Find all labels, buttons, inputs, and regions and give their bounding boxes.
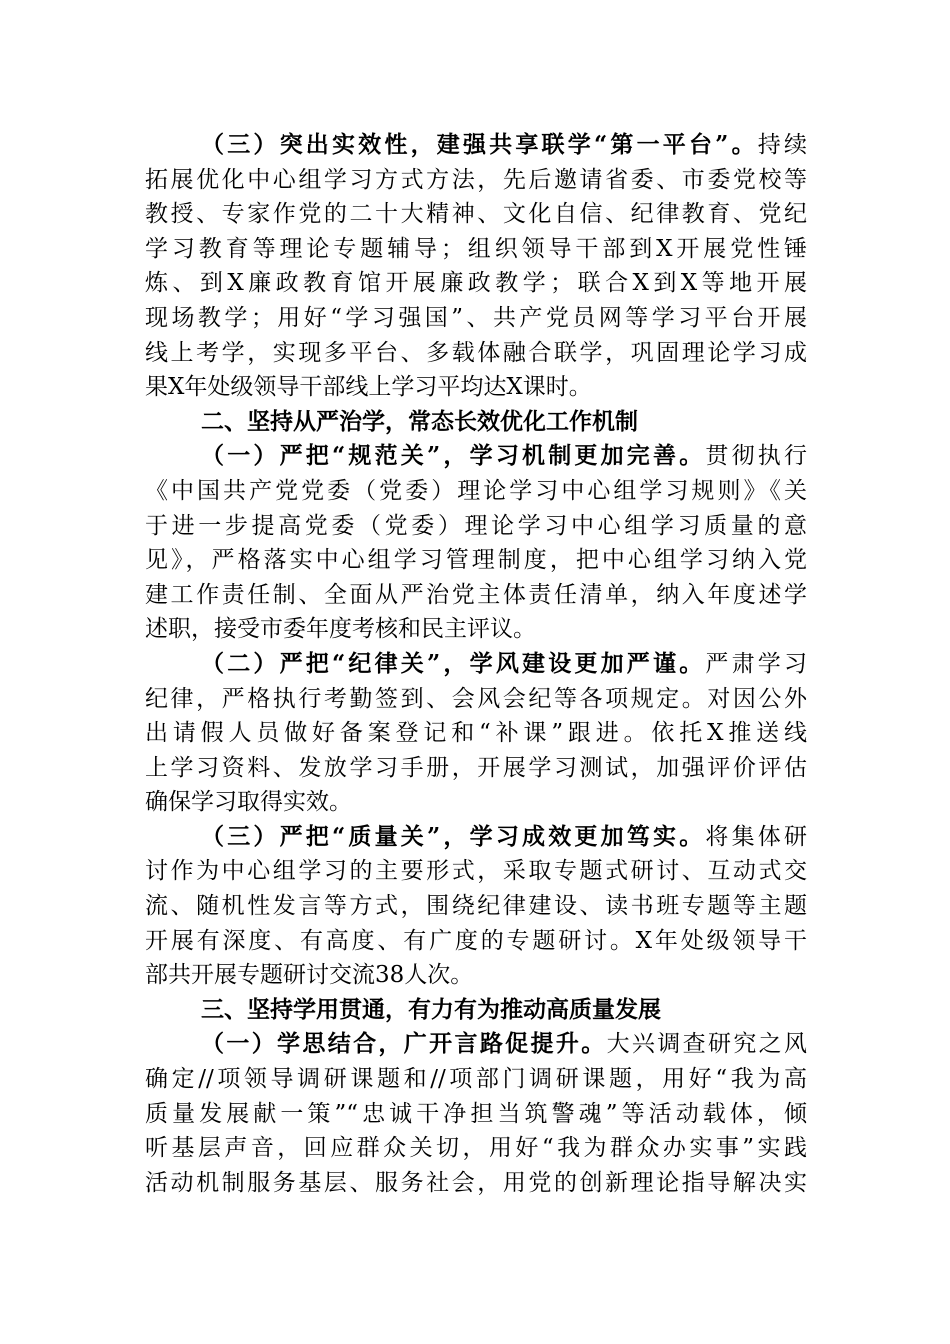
body-text: 贯彻执行 (705, 443, 807, 470)
paragraph-line (145, 1027, 807, 1062)
paragraph-line: 出请假人员做好备案登记和“补课”跟进。依托X推送线 (145, 720, 807, 747)
paragraph-line: 《中国共产党党委（党委）理论学习中心组学习规则》《关 (145, 477, 807, 504)
paragraph-line: 见》，严格落实中心组学习管理制度，把中心组学习纳入党 (145, 547, 807, 574)
paragraph-line: 开展有深度、有高度、有广度的专题研讨。X年处级领导干 (145, 927, 807, 954)
section-heading: 三、坚持学用贯通，有力有为推动高质量发展 (201, 996, 661, 1023)
paragraph-line: 听基层声音，回应群众关切，用好“我为群众办实事”实践 (145, 1135, 807, 1162)
paragraph-line: 确保学习取得实效。 (145, 789, 352, 816)
body-text: 大兴调查研究之风 (606, 1031, 807, 1058)
paragraph-line: 确定//项领导调研课题和//项部门调研课题，用好“我为高 (145, 1066, 807, 1093)
body-text: 持续 (757, 132, 807, 158)
paragraph-line: 炼、到X廉政教育馆开展廉政教学；联合X到X等地开展 (145, 270, 807, 297)
paragraph-line: 学习教育等理论专题辅导；组织领导干部到X开展党性锤 (145, 235, 807, 262)
paragraph-line: 讨作为中心组学习的主要形式，采取专题式研讨、互动式交 (145, 858, 807, 885)
paragraph-line: 活动机制服务基层、服务社会，用党的创新理论指导解决实 (145, 1169, 807, 1196)
subheading-lead: （一）学思结合，广开言路促提升。 (201, 1030, 607, 1058)
paragraph-line: 述职，接受市委年度考核和民主评议。 (145, 616, 536, 643)
body-text: 严肃学习 (705, 650, 807, 677)
paragraph-line: 建工作责任制、全面从严治党主体责任清单，纳入年度述学 (145, 581, 807, 608)
paragraph-line: 流、随机性发言等方式，围绕纪律建设、读书班专题等主题 (145, 893, 807, 920)
paragraph-line: 上学习资料、发放学习手册，开展学习测试，加强评价评估 (145, 754, 807, 781)
paragraph-line: 果X年处级领导干部线上学习平均达X课时。 (145, 374, 592, 401)
subheading-lead: （一）严把“规范关”，学习机制更加完善。 (201, 442, 706, 470)
body-text: 将集体研 (705, 823, 807, 850)
paragraph-line: 质量发展献一策”“忠诚干净担当筑警魂”等活动载体，倾 (145, 1100, 807, 1127)
paragraph-line: 部共开展专题研讨交流38人次。 (145, 962, 474, 989)
paragraph-line (145, 439, 807, 474)
paragraph-line: 线上考学，实现多平台、多载体融合联学，巩固理论学习成 (145, 339, 807, 366)
subheading-lead: （三）突出实效性，建强共享联学“第一平台”。 (201, 131, 758, 158)
paragraph-line (145, 128, 807, 163)
paragraph-line: 教授、专家作党的二十大精神、文化自信、纪律教育、党纪 (145, 201, 807, 228)
paragraph-line: 纪律，严格执行考勤签到、会风会纪等各项规定。对因公外 (145, 685, 807, 712)
paragraph-line (145, 820, 807, 855)
section-heading: 二、坚持从严治学，常态长效优化工作机制 (201, 408, 638, 435)
paragraph-line: 于进一步提高党委（党委）理论学习中心组学习质量的意 (145, 512, 807, 539)
subheading-lead: （三）严把“质量关”，学习成效更加笃实。 (201, 822, 706, 850)
document-page (145, 128, 807, 1200)
paragraph-line: 现场教学；用好“学习强国”、共产党员网等学习平台开展 (145, 304, 807, 331)
subheading-lead: （二）严把“纪律关”，学风建设更加严谨。 (201, 649, 706, 677)
paragraph-line (145, 647, 807, 682)
paragraph-line: 拓展优化中心组学习方式方法，先后邀请省委、市委党校等 (145, 166, 807, 193)
